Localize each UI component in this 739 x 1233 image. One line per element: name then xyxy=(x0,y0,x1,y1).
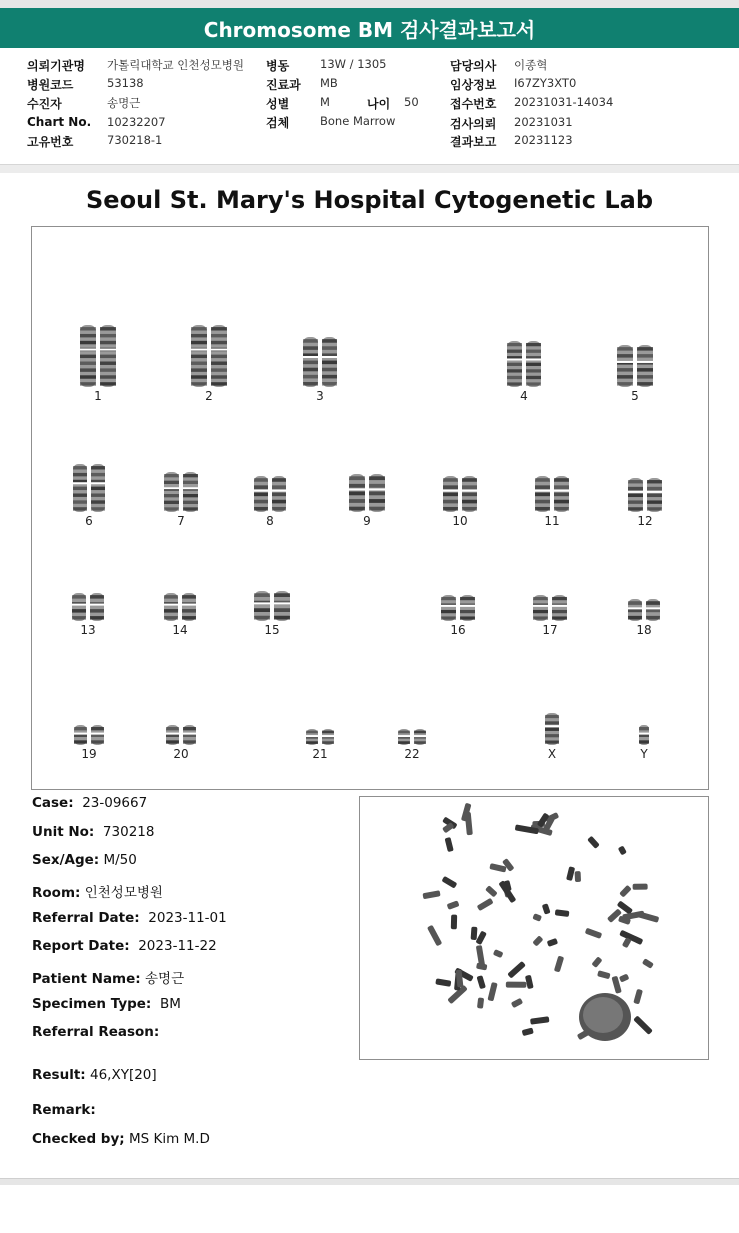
info-label: 나이 xyxy=(367,97,391,111)
metaphase-chromosome xyxy=(511,998,523,1008)
referral-reason-row xyxy=(32,1024,159,1040)
metaphase-chromosome xyxy=(506,982,527,988)
metaphase-chromosome xyxy=(487,982,497,1001)
chromosome-label: 3 xyxy=(316,389,324,403)
info-value: 20231123 xyxy=(514,133,573,147)
chromosome-pair-y xyxy=(636,725,652,745)
chromosome-pair-4 xyxy=(506,341,542,387)
info-value: 53138 xyxy=(107,76,144,90)
metaphase-chromosome xyxy=(451,915,457,930)
chromosome-label: 2 xyxy=(205,389,213,403)
referral-date-label: Referral Date: xyxy=(32,910,140,926)
metaphase-chromosome xyxy=(622,911,645,921)
metaphase-chromosome xyxy=(547,938,558,947)
metaphase-chromosome xyxy=(542,903,551,914)
chromosome-label: 21 xyxy=(312,747,328,761)
info-label: 임상정보 xyxy=(450,78,497,92)
info-label: 진료과 xyxy=(266,78,301,92)
case-value: 23-09667 xyxy=(82,795,148,811)
chromosome-label: 1 xyxy=(94,389,102,403)
metaphase-chromosome xyxy=(477,997,484,1008)
metaphase-spread-graphic xyxy=(360,797,708,1059)
chromosome-pair-5 xyxy=(616,345,654,387)
metaphase-chromosome xyxy=(522,1028,534,1037)
lab-title: Seoul St. Mary's Hospital Cytogenetic Lab xyxy=(86,186,653,214)
checked-by-row xyxy=(32,1131,210,1147)
sex-age-row xyxy=(32,852,137,868)
metaphase-chromosome xyxy=(530,1016,549,1024)
metaphase-chromosome xyxy=(633,1015,653,1035)
metaphase-chromosome xyxy=(587,836,600,849)
info-label: Chart No. xyxy=(27,115,92,129)
info-value: Bone Marrow xyxy=(320,114,396,128)
chromosome-pair-20 xyxy=(165,725,197,745)
unit-row xyxy=(32,824,154,840)
patient-name-value: 송명근 xyxy=(144,971,185,987)
report-title-bar xyxy=(0,8,739,48)
patient-info-block xyxy=(0,52,739,164)
info-value: 20231031-14034 xyxy=(514,95,614,109)
section-divider xyxy=(0,164,739,173)
specimen-value: BM xyxy=(159,996,181,1012)
specimen-row xyxy=(32,996,181,1012)
chromosome-pair-19 xyxy=(73,725,105,745)
unit-value: 730218 xyxy=(102,824,155,840)
chromosome-pair-13 xyxy=(71,593,105,621)
chromosome-label: 15 xyxy=(264,623,280,637)
chromosome-pair-x xyxy=(542,713,562,745)
chromosome-pair-2 xyxy=(190,325,228,387)
chromosome-label: 22 xyxy=(404,747,420,761)
info-label: 결과보고 xyxy=(450,135,497,149)
metaphase-chromosome xyxy=(597,970,611,979)
result-value: 46,XY[20] xyxy=(89,1067,157,1083)
info-label: 고유번호 xyxy=(27,135,74,149)
checked-by-label: Checked by; xyxy=(32,1131,125,1147)
sex-age-value: M/50 xyxy=(103,852,137,868)
sex-age-label: Sex/Age: xyxy=(32,852,100,868)
info-value: 730218-1 xyxy=(107,133,163,147)
chromosome-label: X xyxy=(547,747,557,761)
metaphase-chromosome xyxy=(475,931,486,946)
room-label: Room: xyxy=(32,885,81,901)
metaphase-chromosome xyxy=(485,885,498,897)
info-label: 접수번호 xyxy=(450,97,497,111)
info-value: MB xyxy=(320,76,338,90)
chromosome-pair-6 xyxy=(72,464,106,512)
metaphase-chromosome xyxy=(447,900,460,910)
referral-reason-label: Referral Reason: xyxy=(32,1024,160,1040)
chromosome-pair-17 xyxy=(532,595,568,621)
chromosome-label: Y xyxy=(640,747,648,761)
metaphase-chromosome xyxy=(493,949,504,958)
case-row xyxy=(32,795,147,811)
metaphase-chromosome xyxy=(618,845,627,855)
chromosome-label: 14 xyxy=(172,623,188,637)
chromosome-pair-18 xyxy=(627,599,661,621)
info-value: 이종혁 xyxy=(514,58,548,72)
metaphase-chromosome xyxy=(422,890,440,899)
chromosome-label: 13 xyxy=(80,623,96,637)
result-label: Result: xyxy=(32,1067,86,1083)
metaphase-chromosome xyxy=(525,975,534,989)
metaphase-chromosome xyxy=(477,975,486,989)
bottom-border xyxy=(0,1178,739,1185)
chromosome-label: 7 xyxy=(177,514,185,528)
karyogram-panel xyxy=(31,226,709,790)
chromosome-label: 8 xyxy=(266,514,274,528)
metaphase-chromosome xyxy=(471,927,478,940)
chromosome-pair-7 xyxy=(163,472,199,512)
chromosome-pair-10 xyxy=(442,476,478,512)
metaphase-chromosome xyxy=(619,974,629,983)
chromosome-label: 19 xyxy=(81,747,97,761)
chromosome-label: 12 xyxy=(637,514,653,528)
metaphase-chromosome xyxy=(633,989,643,1005)
chromosome-pair-16 xyxy=(440,595,476,621)
remark-label: Remark: xyxy=(32,1102,96,1118)
metaphase-chromosome xyxy=(619,930,643,945)
specimen-label: Specimen Type: xyxy=(32,996,152,1012)
metaphase-chromosome xyxy=(585,928,602,939)
chromosome-label: 18 xyxy=(636,623,652,637)
metaphase-chromosome xyxy=(532,913,542,922)
unit-label: Unit No: xyxy=(32,824,95,840)
metaphase-chromosome xyxy=(445,837,454,852)
info-label: 검체 xyxy=(266,116,290,130)
chromosome-pair-14 xyxy=(163,593,197,621)
checked-by-value: MS Kim M.D xyxy=(128,1131,210,1147)
room-value: 인천성모병원 xyxy=(84,885,163,901)
chromosome-pair-9 xyxy=(348,474,386,512)
info-value: 10232207 xyxy=(107,115,166,129)
metaphase-chromosome xyxy=(477,898,494,911)
referral-date-value: 2023-11-01 xyxy=(148,910,227,926)
report-date-value: 2023-11-22 xyxy=(138,938,217,954)
chromosome-pair-22 xyxy=(397,729,427,745)
info-label: 성별 xyxy=(266,97,290,111)
metaphase-chromosome xyxy=(441,876,457,889)
chromosome-label: 20 xyxy=(173,747,189,761)
report-date-row xyxy=(32,938,217,954)
metaphase-chromosome xyxy=(575,871,581,882)
chromosome-label: 9 xyxy=(363,514,371,528)
chromosome-label: 16 xyxy=(450,623,466,637)
metaphase-chromosome xyxy=(566,866,575,881)
info-value: 송명근 xyxy=(107,96,141,110)
referral-date-row xyxy=(32,910,227,926)
chromosome-pair-3 xyxy=(302,337,338,387)
info-value: M xyxy=(320,95,330,109)
info-label: 수진자 xyxy=(27,97,62,111)
chromosome-label: 11 xyxy=(544,514,560,528)
chromosome-label: 10 xyxy=(452,514,468,528)
chromosome-label: 17 xyxy=(542,623,558,637)
info-value: 50 xyxy=(404,95,419,109)
report-date-label: Report Date: xyxy=(32,938,130,954)
info-label: 병동 xyxy=(266,59,290,73)
chromosome-label: 6 xyxy=(85,514,93,528)
info-label: 의뢰기관명 xyxy=(27,59,85,73)
metaphase-chromosome xyxy=(554,956,564,973)
info-label: 병원코드 xyxy=(27,78,74,92)
metaphase-chromosome xyxy=(555,909,570,917)
metaphase-image xyxy=(359,796,709,1060)
remark-row xyxy=(32,1102,96,1118)
info-value: 13W / 1305 xyxy=(320,57,387,71)
metaphase-chromosome xyxy=(532,935,543,946)
metaphase-chromosome xyxy=(591,956,602,968)
chromosome-pair-12 xyxy=(627,478,663,512)
chromosome-pair-21 xyxy=(305,729,335,745)
info-value: 20231031 xyxy=(514,115,573,129)
chromosome-pair-11 xyxy=(534,476,570,512)
metaphase-chromosome xyxy=(427,925,442,947)
patient-name-row xyxy=(32,967,184,987)
metaphase-chromosome xyxy=(489,863,506,872)
metaphase-chromosome xyxy=(435,978,451,986)
chromosome-pair-1 xyxy=(79,325,117,387)
metaphase-chromosome xyxy=(507,961,526,979)
metaphase-chromosome xyxy=(619,885,632,898)
patient-name-label: Patient Name: xyxy=(32,971,141,987)
case-label: Case: xyxy=(32,795,74,811)
chromosome-label: 5 xyxy=(631,389,639,403)
metaphase-chromosome xyxy=(642,958,654,969)
nucleus-texture xyxy=(583,997,623,1033)
chromosome-pair-15 xyxy=(253,591,291,621)
report-title: Chromosome BM 검사결과보고서 xyxy=(203,17,536,42)
metaphase-chromosome xyxy=(633,884,648,890)
chromosome-label: 4 xyxy=(520,389,528,403)
info-label: 담당의사 xyxy=(450,59,497,73)
room-row xyxy=(32,881,163,901)
info-label: 검사의뢰 xyxy=(450,117,497,131)
chromosome-pair-8 xyxy=(253,476,287,512)
info-value: I67ZY3XT0 xyxy=(514,76,577,90)
info-value: 가톨릭대학교 인천성모병원 xyxy=(107,58,244,72)
result-row xyxy=(32,1067,157,1083)
